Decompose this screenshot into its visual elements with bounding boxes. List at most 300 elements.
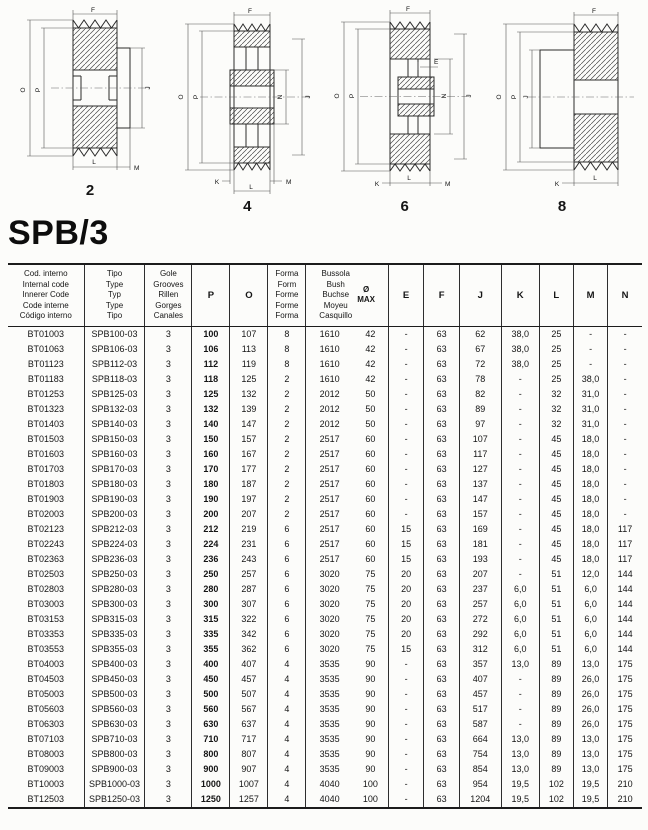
table-cell: 1610: [319, 358, 340, 369]
table-cell: 20: [388, 597, 424, 612]
table-cell: 3535: [319, 748, 340, 759]
table-cell: 13,0: [501, 762, 539, 777]
table-cell: 6,0: [501, 582, 539, 597]
dim-label-l: L: [249, 184, 254, 191]
table-cell: 717: [230, 732, 268, 747]
table-cell: 4: [268, 747, 306, 762]
table-cell: 89: [539, 687, 573, 702]
dim-label-k: K: [215, 179, 220, 186]
table-cell: -: [388, 777, 424, 792]
table-cell: 90: [353, 657, 389, 672]
dim-label-j: J: [522, 95, 530, 99]
table-cell: BT02243: [8, 537, 84, 552]
table-cell: 800: [192, 747, 230, 762]
table-cell: 175: [617, 703, 633, 714]
table-cell: -: [388, 447, 424, 462]
table-cell: 32: [539, 417, 573, 432]
table-row: [8, 702, 642, 717]
table-cell: 507: [230, 687, 268, 702]
table-cell: SPB300-03: [84, 597, 145, 612]
table-cell: SPB132-03: [84, 402, 145, 417]
table-cell: 2517: [319, 433, 340, 444]
table-cell: 45: [539, 462, 573, 477]
table-cell: 6: [268, 537, 306, 552]
table-cell: 63: [424, 522, 460, 537]
col-header-p: P: [192, 264, 230, 326]
table-cell: 664: [459, 732, 501, 747]
table-cell: -: [623, 373, 627, 384]
header-line: Gole: [159, 269, 177, 278]
table-cell: 175: [617, 673, 633, 684]
table-cell: 3: [145, 687, 192, 702]
table-cell: 3535: [319, 673, 340, 684]
table-cell: 854: [459, 762, 501, 777]
table-cell: 3: [145, 522, 192, 537]
table-cell: SPB140-03: [84, 417, 145, 432]
table-cell: -: [388, 747, 424, 762]
header-line: Forma: [275, 269, 299, 278]
bush-header-languages: [319, 269, 352, 322]
table-cell: 180: [192, 477, 230, 492]
spec-table-body: [8, 326, 642, 808]
table-cell: 2: [268, 387, 306, 402]
table-cell: 3: [145, 402, 192, 417]
table-cell: 51: [539, 597, 573, 612]
table-cell: 63: [424, 372, 460, 387]
table-cell: BT08003: [8, 747, 84, 762]
table-cell: 6: [268, 552, 306, 567]
table-cell: 15: [388, 537, 424, 552]
table-row: [8, 762, 642, 777]
table-cell: 60: [353, 507, 389, 522]
pulley-drawing-form-2: [15, 4, 165, 180]
table-cell: 954: [459, 777, 501, 792]
header-line: Gorges: [155, 300, 182, 310]
table-cell: 75: [353, 627, 389, 642]
header-line: Type: [105, 279, 124, 289]
table-cell: 355: [192, 642, 230, 657]
table-cell: BT01063: [8, 342, 84, 357]
table-cell: 300: [192, 597, 230, 612]
table-cell: 807: [230, 747, 268, 762]
table-cell: 32: [539, 402, 573, 417]
table-cell: SPB1000-03: [84, 777, 145, 792]
table-cell: BT12503: [8, 792, 84, 808]
table-cell: 6,0: [501, 627, 539, 642]
table-cell: 38,0: [573, 372, 607, 387]
table-cell: SPB500-03: [84, 687, 145, 702]
pulley-drawing-form-8: [486, 4, 641, 196]
table-cell: BT10003: [8, 777, 84, 792]
table-cell: 236: [192, 552, 230, 567]
table-cell: 45: [539, 552, 573, 567]
table-cell: 50: [353, 417, 389, 432]
form-number: 4: [243, 198, 252, 215]
table-cell: 20: [388, 627, 424, 642]
table-cell: 6: [268, 567, 306, 582]
dim-label-j: J: [145, 86, 152, 90]
table-cell: 3535: [319, 658, 340, 669]
table-cell: -: [388, 717, 424, 732]
table-cell: 181: [459, 537, 501, 552]
table-cell: 63: [424, 612, 460, 627]
table-cell: 1250: [192, 792, 230, 808]
table-cell: 63: [424, 642, 460, 657]
page-title: SPB/3: [8, 214, 109, 252]
table-cell: 13,0: [573, 732, 607, 747]
table-cell: 144: [617, 583, 633, 594]
table-cell: 25: [539, 357, 573, 372]
table-cell: SPB710-03: [84, 732, 145, 747]
table-cell: 132: [230, 387, 268, 402]
dim-label-p: P: [348, 93, 356, 99]
dim-label-m: M: [286, 179, 292, 186]
table-cell: -: [388, 342, 424, 357]
table-cell: -: [388, 372, 424, 387]
table-cell: 3: [145, 507, 192, 522]
table-cell: 113: [230, 342, 268, 357]
header-line: Rillen: [158, 290, 179, 299]
table-cell: 4040: [319, 778, 340, 789]
table-cell: 144: [617, 643, 633, 654]
table-cell: SPB212-03: [84, 522, 145, 537]
dim-label-p: P: [35, 87, 42, 93]
table-cell: 8: [268, 357, 306, 372]
table-cell: 51: [539, 567, 573, 582]
dim-label-m: M: [134, 165, 140, 172]
table-cell: -: [388, 507, 424, 522]
table-cell: 63: [424, 462, 460, 477]
pulley-drawing-form-4: [172, 4, 322, 196]
table-cell: 457: [459, 687, 501, 702]
col-header-j: J: [459, 264, 501, 326]
table-cell: 207: [230, 507, 268, 522]
table-cell: 3535: [319, 718, 340, 729]
table-cell: 63: [424, 792, 460, 808]
table-cell: 407: [230, 657, 268, 672]
table-cell: 3535: [319, 763, 340, 774]
table-cell: SPB900-03: [84, 762, 145, 777]
table-cell: 26,0: [573, 672, 607, 687]
table-cell: 187: [230, 477, 268, 492]
table-cell: 45: [539, 477, 573, 492]
table-cell: 2517: [319, 478, 340, 489]
figure-form-2: [14, 4, 166, 200]
table-cell: -: [388, 462, 424, 477]
table-cell: -: [388, 732, 424, 747]
table-cell: 2: [268, 477, 306, 492]
table-cell: 1610: [319, 343, 340, 354]
dim-label-j: J: [465, 94, 473, 98]
table-cell: 90: [353, 732, 389, 747]
table-cell: 125: [230, 372, 268, 387]
table-cell: 100: [353, 777, 389, 792]
table-cell: 6,0: [501, 597, 539, 612]
table-cell: -: [501, 537, 539, 552]
header-line: Casquillo: [319, 311, 353, 320]
table-cell: BT01123: [8, 357, 84, 372]
table-cell: 62: [459, 326, 501, 342]
table-cell: 3: [145, 777, 192, 792]
table-cell: -: [501, 507, 539, 522]
col-header-e: E: [388, 264, 424, 326]
table-row: [8, 747, 642, 762]
dim-label-f: F: [591, 8, 596, 15]
table-cell: 2012: [319, 388, 340, 399]
table-cell: 51: [539, 612, 573, 627]
table-cell: 18,0: [573, 492, 607, 507]
table-row: [8, 447, 642, 462]
spec-table-header: [8, 264, 642, 326]
table-cell: 170: [192, 462, 230, 477]
table-cell: 63: [424, 492, 460, 507]
table-cell: 312: [459, 642, 501, 657]
table-cell: 169: [459, 522, 501, 537]
col-header-form: [268, 264, 306, 326]
table-cell: BT02003: [8, 507, 84, 522]
table-cell: 63: [424, 432, 460, 447]
table-cell: 63: [424, 567, 460, 582]
table-cell: SPB335-03: [84, 627, 145, 642]
table-row: [8, 657, 642, 672]
table-cell: -: [573, 342, 607, 357]
header-line: Type: [105, 300, 124, 310]
table-cell: 25: [539, 372, 573, 387]
table-cell: 257: [230, 567, 268, 582]
table-cell: 3: [145, 672, 192, 687]
header-line: Grooves: [153, 279, 184, 289]
table-row: [8, 477, 642, 492]
table-cell: 132: [192, 402, 230, 417]
table-cell: 637: [230, 717, 268, 732]
table-cell: 2: [268, 462, 306, 477]
table-cell: 219: [230, 522, 268, 537]
table-cell: 175: [617, 718, 633, 729]
table-cell: 20: [388, 582, 424, 597]
table-row: [8, 522, 642, 537]
table-cell: 63: [424, 537, 460, 552]
table-cell: 4: [268, 717, 306, 732]
table-cell: SPB1250-03: [84, 792, 145, 808]
table-cell: BT03553: [8, 642, 84, 657]
table-cell: 63: [424, 326, 460, 342]
table-cell: -: [623, 328, 627, 339]
table-cell: 51: [539, 642, 573, 657]
table-cell: SPB236-03: [84, 552, 145, 567]
table-cell: -: [501, 417, 539, 432]
table-cell: BT04003: [8, 657, 84, 672]
table-cell: 6,0: [573, 582, 607, 597]
header-line: Typ: [108, 290, 121, 299]
table-cell: 18,0: [573, 552, 607, 567]
table-cell: -: [623, 388, 627, 399]
table-cell: 3: [145, 447, 192, 462]
table-cell: -: [501, 672, 539, 687]
table-cell: -: [388, 762, 424, 777]
table-row: [8, 642, 642, 657]
table-cell: 26,0: [573, 702, 607, 717]
table-cell: 63: [424, 732, 460, 747]
table-cell: 82: [459, 387, 501, 402]
table-cell: SPB355-03: [84, 642, 145, 657]
table-cell: -: [501, 717, 539, 732]
table-cell: -: [501, 372, 539, 387]
table-cell: 2517: [319, 493, 340, 504]
dim-label-f: F: [405, 6, 410, 13]
table-cell: 60: [353, 477, 389, 492]
table-cell: -: [501, 522, 539, 537]
header-line: Tipo: [106, 311, 123, 320]
table-cell: BT01183: [8, 372, 84, 387]
table-cell: 2: [268, 492, 306, 507]
table-cell: 75: [353, 612, 389, 627]
table-cell: 567: [230, 702, 268, 717]
table-cell: 3: [145, 342, 192, 357]
table-cell: 51: [539, 627, 573, 642]
table-cell: 63: [424, 687, 460, 702]
pulley-drawing-form-6: [330, 4, 480, 196]
table-cell: 3: [145, 747, 192, 762]
table-cell: 4: [268, 672, 306, 687]
table-cell: 60: [353, 522, 389, 537]
table-cell: SPB190-03: [84, 492, 145, 507]
table-cell: 19,5: [573, 792, 607, 808]
table-cell: 13,0: [501, 747, 539, 762]
col-header-grooves: [145, 264, 192, 326]
table-cell: 457: [230, 672, 268, 687]
table-cell: 2: [268, 447, 306, 462]
table-cell: -: [501, 402, 539, 417]
table-cell: 60: [353, 552, 389, 567]
dim-label-o: O: [333, 93, 341, 99]
table-cell: SPB160-03: [84, 447, 145, 462]
table-row: [8, 627, 642, 642]
col-header-o: O: [230, 264, 268, 326]
table-cell: 322: [230, 612, 268, 627]
table-cell: 197: [230, 492, 268, 507]
table-row: [8, 417, 642, 432]
table-cell: -: [501, 387, 539, 402]
table-cell: 710: [192, 732, 230, 747]
table-cell: 63: [424, 672, 460, 687]
dim-label-o: O: [495, 94, 503, 100]
table-cell: BT01903: [8, 492, 84, 507]
table-cell: 3: [145, 627, 192, 642]
table-cell: -: [623, 508, 627, 519]
table-cell: 560: [192, 702, 230, 717]
table-cell: 280: [192, 582, 230, 597]
table-cell: 3: [145, 567, 192, 582]
table-cell: SPB450-03: [84, 672, 145, 687]
table-cell: 147: [459, 492, 501, 507]
table-cell: 4: [268, 657, 306, 672]
table-cell: 243: [230, 552, 268, 567]
col-header-f: F: [424, 264, 460, 326]
table-cell: 6,0: [573, 597, 607, 612]
table-cell: -: [388, 792, 424, 808]
col-header-type: [84, 264, 145, 326]
table-cell: BT03003: [8, 597, 84, 612]
table-cell: 60: [353, 432, 389, 447]
table-cell: 2517: [319, 538, 340, 549]
table-cell: 3535: [319, 733, 340, 744]
table-cell: 175: [617, 748, 633, 759]
table-cell: 4040: [319, 793, 340, 804]
table-cell: 12,0: [573, 567, 607, 582]
table-cell: 3: [145, 582, 192, 597]
table-cell: BT01803: [8, 477, 84, 492]
col-header-m: M: [573, 264, 607, 326]
table-cell: 3: [145, 657, 192, 672]
table-cell: 78: [459, 372, 501, 387]
table-cell: 167: [230, 447, 268, 462]
table-cell: -: [501, 687, 539, 702]
form-number: 6: [400, 198, 409, 215]
pulley-figures: [0, 0, 648, 215]
table-cell: 3: [145, 552, 192, 567]
table-cell: 63: [424, 777, 460, 792]
table-cell: SPB100-03: [84, 326, 145, 342]
table-cell: 1007: [230, 777, 268, 792]
table-cell: 6,0: [573, 612, 607, 627]
table-cell: 175: [617, 688, 633, 699]
table-cell: 257: [459, 597, 501, 612]
table-cell: 45: [539, 447, 573, 462]
table-cell: 31,0: [573, 417, 607, 432]
table-cell: BT04503: [8, 672, 84, 687]
table-cell: 287: [230, 582, 268, 597]
dim-label-f: F: [248, 8, 253, 15]
table-cell: BT03353: [8, 627, 84, 642]
table-row: [8, 567, 642, 582]
table-cell: 2517: [319, 448, 340, 459]
table-cell: 6,0: [573, 627, 607, 642]
header-line: Bussola: [321, 269, 350, 278]
table-cell: 19,5: [501, 792, 539, 808]
table-cell: 307: [230, 597, 268, 612]
table-cell: 100: [353, 792, 389, 808]
table-cell: 210: [617, 793, 633, 804]
table-cell: -: [388, 326, 424, 342]
table-cell: 3535: [319, 703, 340, 714]
table-cell: 18,0: [573, 522, 607, 537]
table-cell: 117: [617, 523, 633, 534]
form-number: 8: [557, 198, 567, 215]
table-cell: 2: [268, 402, 306, 417]
table-cell: 13,0: [501, 657, 539, 672]
table-cell: SPB315-03: [84, 612, 145, 627]
table-cell: 18,0: [573, 507, 607, 522]
dim-label-e: E: [433, 59, 438, 66]
table-row: [8, 552, 642, 567]
table-cell: 6: [268, 597, 306, 612]
table-cell: 144: [617, 568, 633, 579]
table-row: [8, 492, 642, 507]
table-cell: -: [388, 657, 424, 672]
table-cell: BT05603: [8, 702, 84, 717]
table-cell: 139: [230, 402, 268, 417]
dim-label-p: P: [193, 94, 201, 100]
table-cell: 231: [230, 537, 268, 552]
table-cell: BT01703: [8, 462, 84, 477]
table-cell: 75: [353, 642, 389, 657]
dim-label-n: N: [440, 93, 448, 99]
table-cell: 106: [192, 342, 230, 357]
table-cell: 3: [145, 492, 192, 507]
table-cell: BT02803: [8, 582, 84, 597]
col-header-l: L: [539, 264, 573, 326]
table-cell: 89: [539, 717, 573, 732]
